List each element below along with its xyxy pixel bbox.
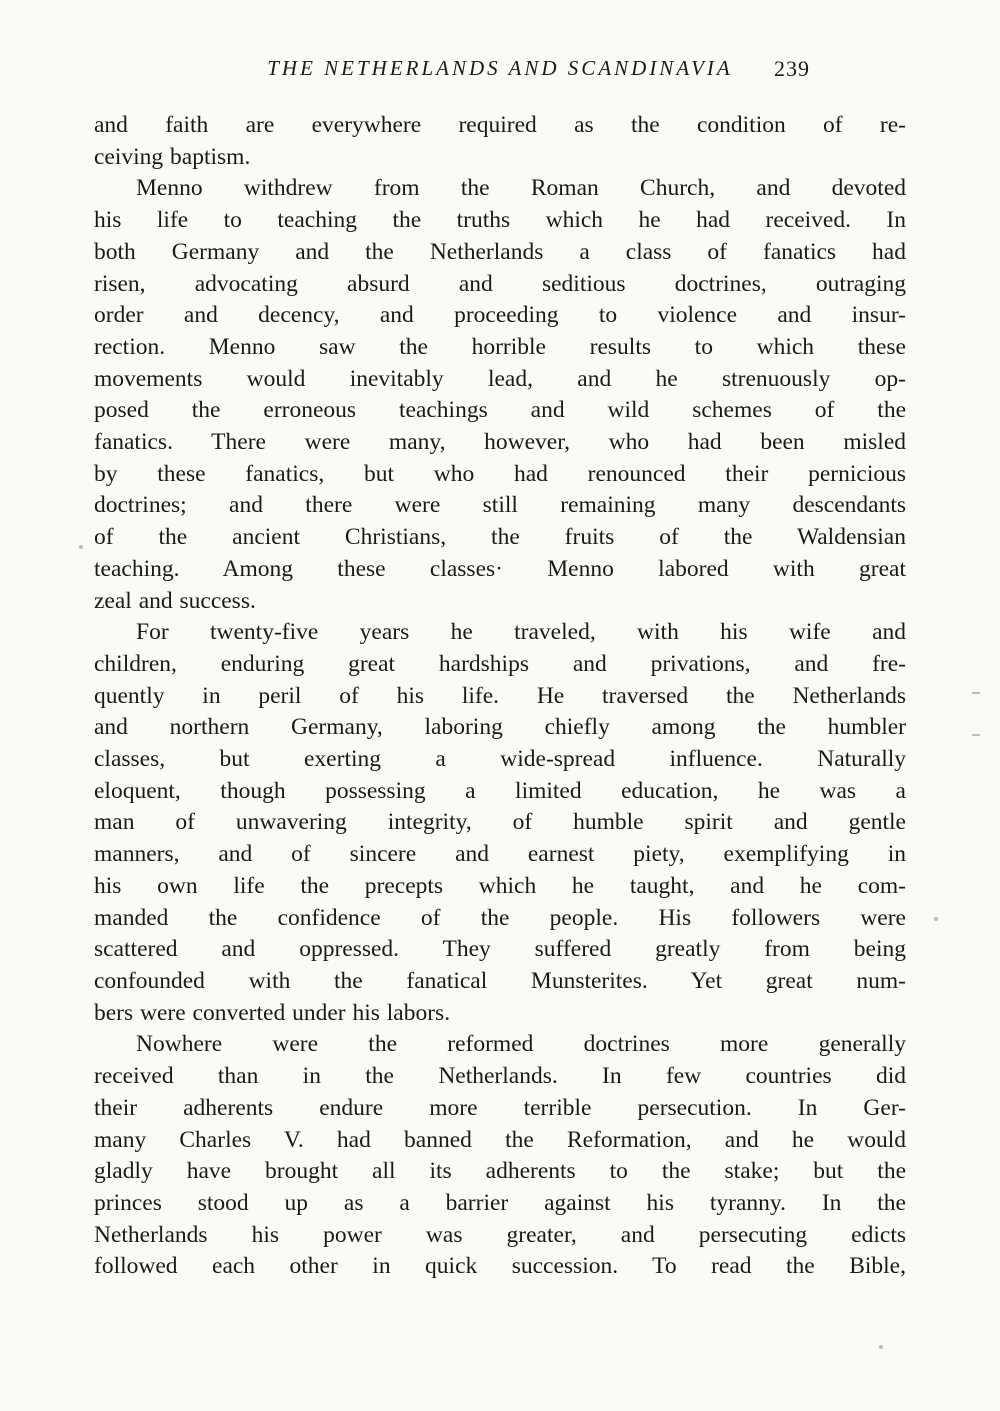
text-line: movements would inevitably lead, and he strenuously op-	[94, 365, 906, 392]
text-line: received than in the Netherlands. In few countries did	[94, 1063, 906, 1090]
text-line: teaching. Among these classes· Menno labored with great	[94, 555, 906, 582]
text-line: posed the erroneous teachings and wild schemes of the	[94, 397, 906, 424]
text-line: his own life the precepts which he taught, and he com-	[94, 872, 906, 899]
scan-speck	[934, 917, 938, 921]
text-line: fanatics. There were many, however, who had been misled	[94, 429, 906, 456]
scan-speck	[972, 692, 980, 694]
text-line: children, enduring great hardships and privations, and fre-	[94, 650, 906, 677]
running-title: THE NETHERLANDS AND SCANDINAVIA	[267, 56, 733, 80]
text-line: princes stood up as a barrier against his tyranny. In the	[94, 1189, 906, 1216]
text-line: quently in peril of his life. He traversed the Netherlands	[94, 682, 906, 709]
text-line: Menno withdrew from the Roman Church, and devoted	[136, 175, 906, 202]
scan-speck	[79, 545, 83, 549]
page-number: 239	[774, 56, 810, 81]
text-line: order and decency, and proceeding to violence and insur-	[94, 302, 906, 329]
text-line: gladly have brought all its adherents to the stake; but the	[94, 1158, 906, 1185]
text-line: For twenty-five years he traveled, with his wife and	[136, 619, 906, 646]
paragraph	[94, 173, 906, 617]
text-line: and faith are everywhere required as the condition of re-	[94, 112, 906, 138]
text-line: scattered and oppressed. They suffered greatly from being	[94, 936, 906, 963]
text-line: manded the confidence of the people. His followers were	[94, 904, 906, 931]
text-line: of the ancient Christians, the fruits of the Waldensian	[94, 524, 906, 551]
text-line: his life to teaching the truths which he had received. In	[94, 207, 906, 234]
text-line: rection. Menno saw the horrible results to which these	[94, 333, 906, 360]
body-text	[94, 110, 906, 1283]
text-line: followed each other in quick succession. To read the Bible,	[94, 1253, 906, 1280]
text-line: ceiving baptism.	[94, 143, 251, 170]
text-line: classes, but exerting a wide-spread influence. Naturally	[94, 746, 906, 773]
text-line: both Germany and the Netherlands a class of fanatics had	[94, 238, 906, 265]
text-line: doctrines; and there were still remaining many descendants	[94, 492, 906, 519]
text-line: manners, and of sincere and earnest piety, exemplifying in	[94, 841, 906, 868]
text-line: eloquent, though possessing a limited education, he was a	[94, 777, 906, 804]
text-line: Nowhere were the reformed doctrines more generally	[136, 1031, 906, 1058]
page-header	[94, 56, 906, 90]
paragraph	[94, 1029, 906, 1283]
scan-speck	[972, 734, 980, 736]
paragraph	[94, 110, 906, 173]
text-line: risen, advocating absurd and seditious doctrines, outraging	[94, 270, 906, 297]
text-line: Netherlands his power was greater, and persecuting edicts	[94, 1221, 906, 1248]
text-line: man of unwavering integrity, of humble spirit and gentle	[94, 809, 906, 836]
text-column	[94, 56, 906, 1283]
paragraph	[94, 617, 906, 1029]
text-line: and northern Germany, laboring chiefly among the humbler	[94, 714, 906, 741]
text-line: many Charles V. had banned the Reformation, and he would	[94, 1126, 906, 1153]
scan-speck	[879, 1345, 883, 1349]
text-line: confounded with the fanatical Munsterites. Yet great num-	[94, 967, 906, 994]
text-line: zeal and success.	[94, 587, 256, 614]
text-line: their adherents endure more terrible persecution. In Ger-	[94, 1094, 906, 1121]
text-line: by these fanatics, but who had renounced their pernicious	[94, 460, 906, 487]
text-line: bers were converted under his labors.	[94, 999, 451, 1026]
